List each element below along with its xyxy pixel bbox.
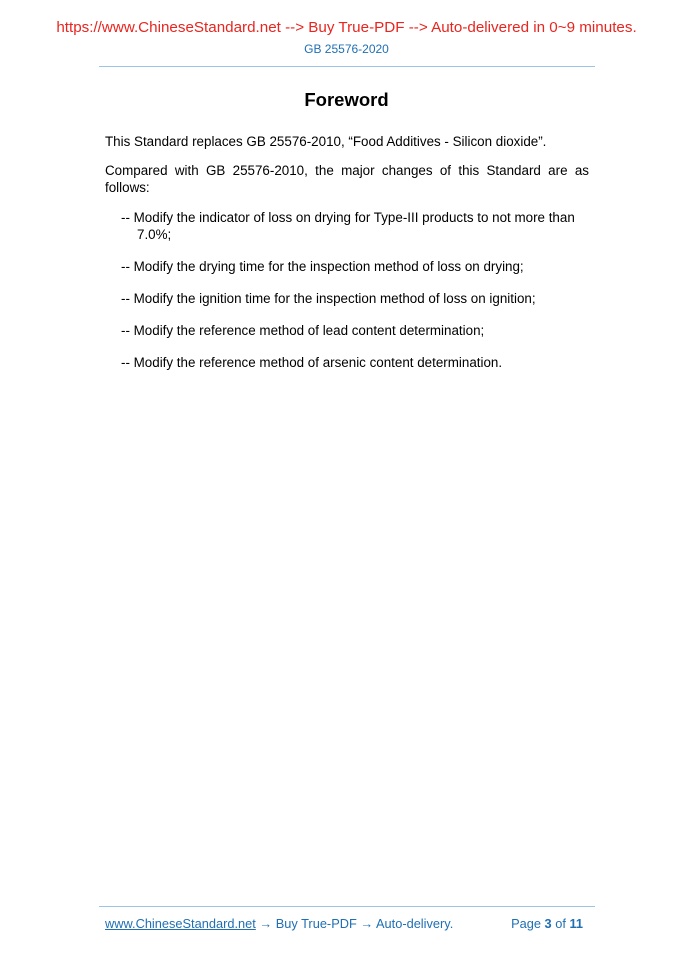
of-label: of bbox=[555, 916, 566, 931]
page-label: Page bbox=[511, 916, 541, 931]
current-page-number: 3 bbox=[544, 916, 552, 931]
standard-code: GB 25576-2020 bbox=[304, 42, 389, 56]
changes-intro-paragraph: Compared with GB 25576-2010, the major changes of this Standard are as follows: bbox=[105, 163, 589, 195]
intro-paragraph: This Standard replaces GB 25576-2010, “Food Additives - Silicon dioxide”. bbox=[105, 134, 547, 149]
list-item: -- Modify the drying time for the inspection method of loss on drying; bbox=[121, 259, 524, 274]
header-divider bbox=[99, 66, 595, 67]
foreword-body bbox=[105, 133, 589, 386]
page-title: Foreword bbox=[304, 89, 389, 110]
list-item: -- Modify the indicator of loss on drying for Type-III products to not more than 7.0%; bbox=[121, 210, 575, 242]
footer-left bbox=[105, 916, 453, 931]
list-item: -- Modify the reference method of arsenic content determination. bbox=[121, 355, 503, 370]
list-item: -- Modify the reference method of lead content determination; bbox=[121, 323, 485, 338]
footer-tagline: → Buy True-PDF → Auto-delivery. bbox=[255, 916, 454, 931]
changes-list bbox=[105, 209, 589, 371]
total-pages-number: 11 bbox=[569, 916, 583, 931]
page-indicator bbox=[511, 916, 583, 931]
list-item: -- Modify the ignition time for the inspection method of loss on ignition; bbox=[121, 291, 536, 306]
footer-divider bbox=[99, 906, 595, 907]
footer-site-link[interactable]: www.ChineseStandard.net bbox=[105, 916, 256, 931]
header-banner-link[interactable]: https://www.ChineseStandard.net --> Buy True-PDF --> Auto-delivered in 0~9 minutes. bbox=[56, 19, 637, 36]
